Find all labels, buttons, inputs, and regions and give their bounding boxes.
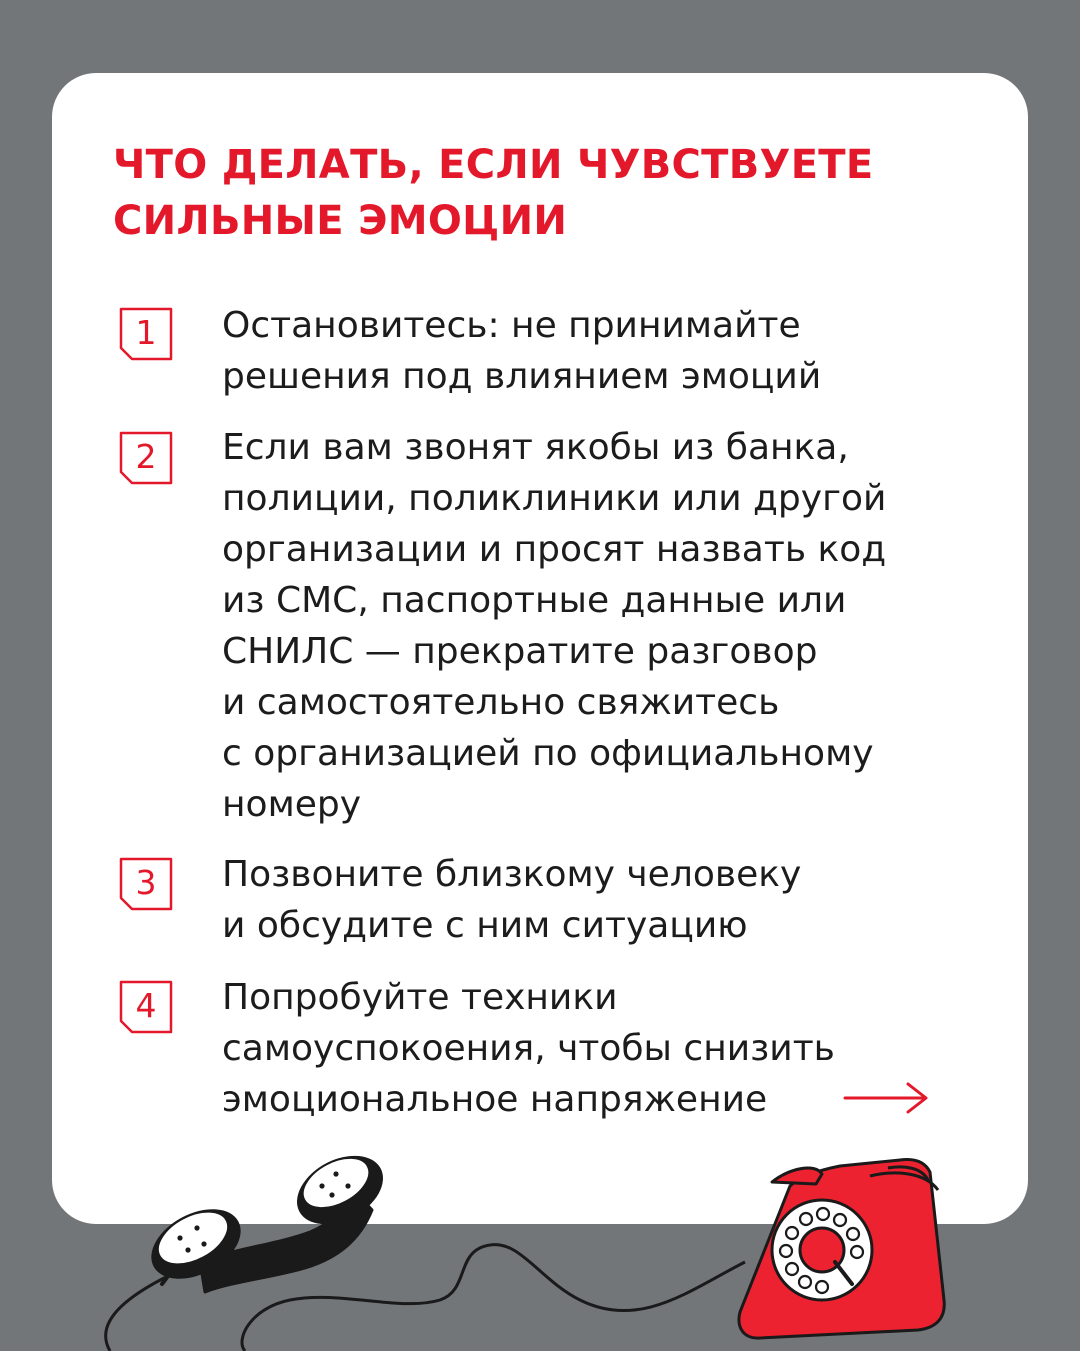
text-line: Если вам звонят якобы из банка, — [222, 427, 849, 468]
text-line: из СМС, паспортные данные или — [222, 580, 847, 621]
text-line: Остановитесь: не принимайте — [222, 305, 801, 346]
text-line: и самостоятельно свяжитесь — [222, 682, 780, 723]
text-line: эмоциональное напряжение — [222, 1079, 768, 1120]
text-line: и обсудите с ним ситуацию — [222, 905, 748, 946]
title-line-1: ЧТО ДЕЛАТЬ, ЕСЛИ ЧУВСТВУЕТЕ — [113, 142, 874, 188]
text-line: СНИЛС — прекратите разговор — [222, 631, 818, 672]
text-line: номеру — [222, 784, 362, 825]
phone-cord — [106, 1276, 168, 1351]
text-line: организации и просят назвать код — [222, 529, 887, 570]
text-line: полиции, поликлиники или другой — [222, 478, 887, 519]
text-line: с организацией по официальному — [222, 733, 874, 774]
number-badge-label: 1 — [135, 313, 157, 352]
number-badge-label: 3 — [135, 863, 157, 902]
text-line: решения под влиянием эмоций — [222, 356, 822, 397]
number-badge-label: 4 — [135, 986, 157, 1025]
text-line: Позвоните близкому человеку — [222, 854, 802, 895]
rotary-phone-icon — [739, 1160, 944, 1339]
number-badge-label: 2 — [135, 437, 157, 476]
text-line: Попробуйте техники — [222, 977, 618, 1018]
text-line: самоуспокоения, чтобы снизить — [222, 1028, 835, 1069]
telephone-handset-icon — [140, 1142, 395, 1293]
title-line-2: СИЛЬНЫЕ ЭМОЦИИ — [113, 198, 568, 244]
